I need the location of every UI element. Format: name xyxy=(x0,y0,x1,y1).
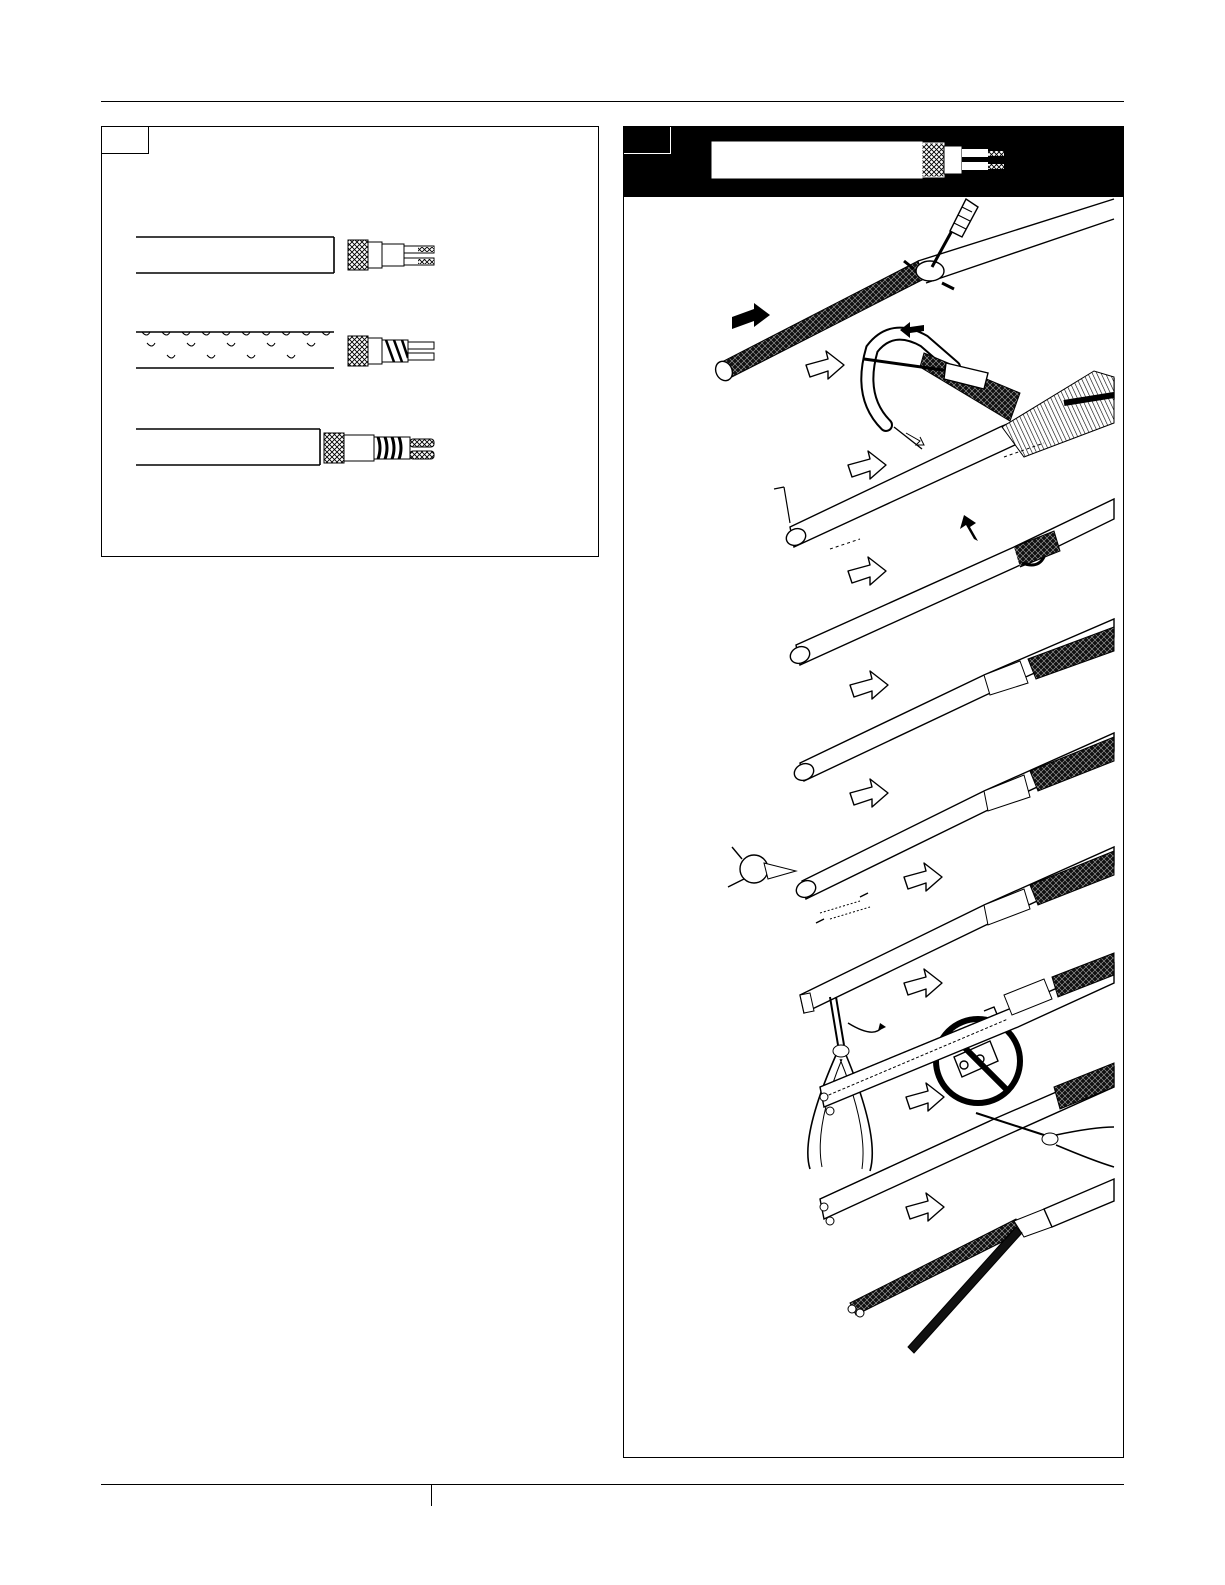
step-push-back-braid xyxy=(713,199,1114,383)
footer-divider xyxy=(431,1484,432,1506)
diagonal-cutter-icon xyxy=(728,847,796,887)
step-arrow-icon xyxy=(806,351,844,379)
figure-panel-cable-types xyxy=(101,126,599,557)
figure-panel-stripping-steps xyxy=(623,126,1124,1458)
step-arrow-icon xyxy=(904,969,942,997)
cable-braided xyxy=(136,237,434,273)
cable-foil-wrapped xyxy=(136,429,434,465)
cable-spiral-wrapped xyxy=(136,332,434,368)
step-arrow-icon xyxy=(848,557,886,585)
step-arrow-icon xyxy=(850,779,888,807)
step-arrow-icon xyxy=(904,863,942,891)
stripping-steps-illustration xyxy=(624,127,1124,1458)
step-score-outer-jacket xyxy=(774,371,1114,549)
cable-types-illustration xyxy=(102,127,600,558)
step-pull-core-with-pliers xyxy=(800,847,1114,1171)
step-arrow-icon xyxy=(848,451,886,479)
step-arrow-icon xyxy=(906,1193,944,1221)
step-finished-conductors xyxy=(848,1179,1114,1353)
step-arrow-icon xyxy=(850,671,888,699)
header-rule xyxy=(101,101,1124,102)
screwdriver-icon xyxy=(932,199,978,267)
step-arrow-icon xyxy=(906,1083,944,1111)
footer-rule xyxy=(101,1484,1124,1485)
